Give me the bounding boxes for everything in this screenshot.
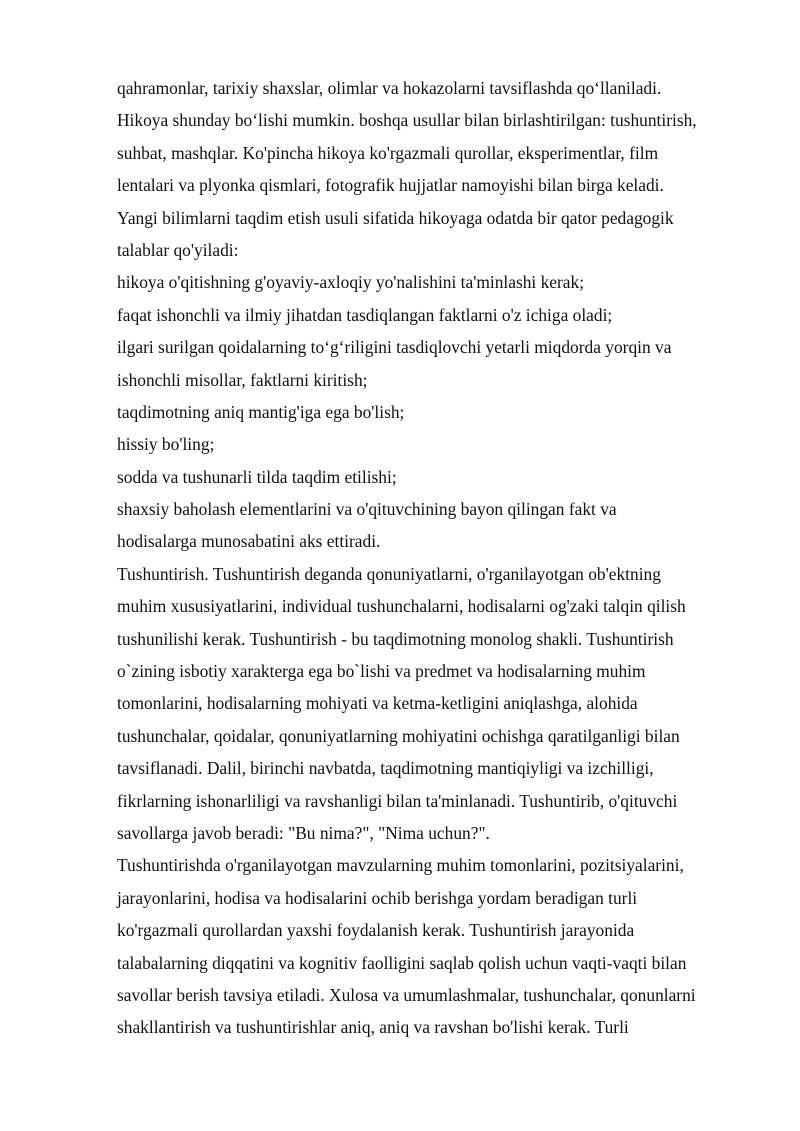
list-item: hissiy bo'ling; bbox=[117, 434, 215, 455]
text-line: qahramonlar, tarixiy shaxslar, olimlar va hokazolarni tavsiflashda qo‘llaniladi. bbox=[117, 78, 662, 98]
text-line: talabalarning diqqatini va kognitiv faolligini saqlab qolish uchun vaqti-vaqti bilan bbox=[117, 952, 687, 973]
text-line: savollarga javob beradi: "Bu nima?", "Nima uchun?". bbox=[117, 822, 490, 843]
text-line: tomonlarini, hodisalarning mohiyati va ketma-ketligini aniqlashga, alohida bbox=[117, 693, 638, 714]
text-line: tavsiflanadi. Dalil, birinchi navbatda, taqdimotning mantiqiyligi va izchilligi, bbox=[117, 758, 654, 779]
text-line: tushunchalar, qoidalar, qonuniyatlarning mohiyatini ochishga qaratilganligi bilan bbox=[117, 725, 680, 746]
body-text bbox=[117, 72, 757, 1044]
list-item: sodda va tushunarli tilda taqdim etilishi; bbox=[117, 466, 397, 487]
list-item: ishonchli misollar, faktlarni kiritish; bbox=[117, 369, 368, 390]
text-line: Hikoya shunday bo‘lishi mumkin. boshqa usullar bilan birlashtirilgan: tushuntirish, bbox=[117, 110, 697, 131]
list-item: hodisalarga munosabatini aks ettiradi. bbox=[117, 531, 381, 552]
text-line: shakllantirish va tushuntirishlar aniq, aniq va ravshan bo'lishi kerak. Turli bbox=[117, 1017, 629, 1038]
list-item: taqdimotning aniq mantig'iga ega bo'lish; bbox=[117, 401, 405, 422]
text-line: tushunilishi kerak. Tushuntirish - bu taqdimotning monolog shakli. Tushuntirish bbox=[117, 628, 674, 649]
text-line: lentalari va plyonka qismlari, fotografik hujjatlar namoyishi bilan birga keladi. bbox=[117, 175, 664, 196]
text-line: Tushuntirishda o'rganilayotgan mavzularning muhim tomonlarini, pozitsiyalarini, bbox=[117, 855, 684, 876]
text-line: Yangi bilimlarni taqdim etish usuli sifatida hikoyaga odatda bir qator pedagogik bbox=[117, 207, 674, 228]
text-line: suhbat, mashqlar. Ko'pincha hikoya ko'rgazmali qurollar, eksperimentlar, film bbox=[117, 142, 659, 163]
text-line: ko'rgazmali qurollardan yaxshi foydalanish kerak. Tushuntirish jarayonida bbox=[117, 920, 635, 941]
text-line: Tushuntirish. Tushuntirish deganda qonuniyatlarni, o'rganilayotgan ob'ektning bbox=[117, 563, 661, 584]
text-line: talablar qo'yiladi: bbox=[117, 239, 239, 260]
text-line: muhim xususiyatlarini, individual tushunchalarni, hodisalarni og'zaki talqin qilish bbox=[117, 596, 686, 617]
list-item: faqat ishonchli va ilmiy jihatdan tasdiqlangan faktlarni o'z ichiga oladi; bbox=[117, 304, 613, 325]
list-item: shaxsiy baholash elementlarini va o'qituvchining bayon qilingan fakt va bbox=[117, 499, 617, 520]
list-item: ilgari surilgan qoidalarning to‘g‘riligini tasdiqlovchi yetarli miqdorda yorqin va bbox=[117, 337, 672, 358]
text-line: savollar berish tavsiya etiladi. Xulosa va umumlashmalar, tushunchalar, qonunlarni bbox=[117, 984, 696, 1005]
text-line: fikrlarning ishonarliligi va ravshanligi bilan ta'minlanadi. Tushuntirib, o'qituvchi bbox=[117, 790, 678, 811]
list-item: hikoya o'qitishning g'oyaviy-axloqiy yo'nalishini ta'minlashi kerak; bbox=[117, 272, 585, 293]
text-line: o`zining isbotiy xarakterga ega bo`lishi va predmet va hodisalarning muhim bbox=[117, 661, 646, 682]
text-line: jarayonlarini, hodisa va hodisalarini ochib berishga yordam beradigan turli bbox=[117, 887, 638, 908]
